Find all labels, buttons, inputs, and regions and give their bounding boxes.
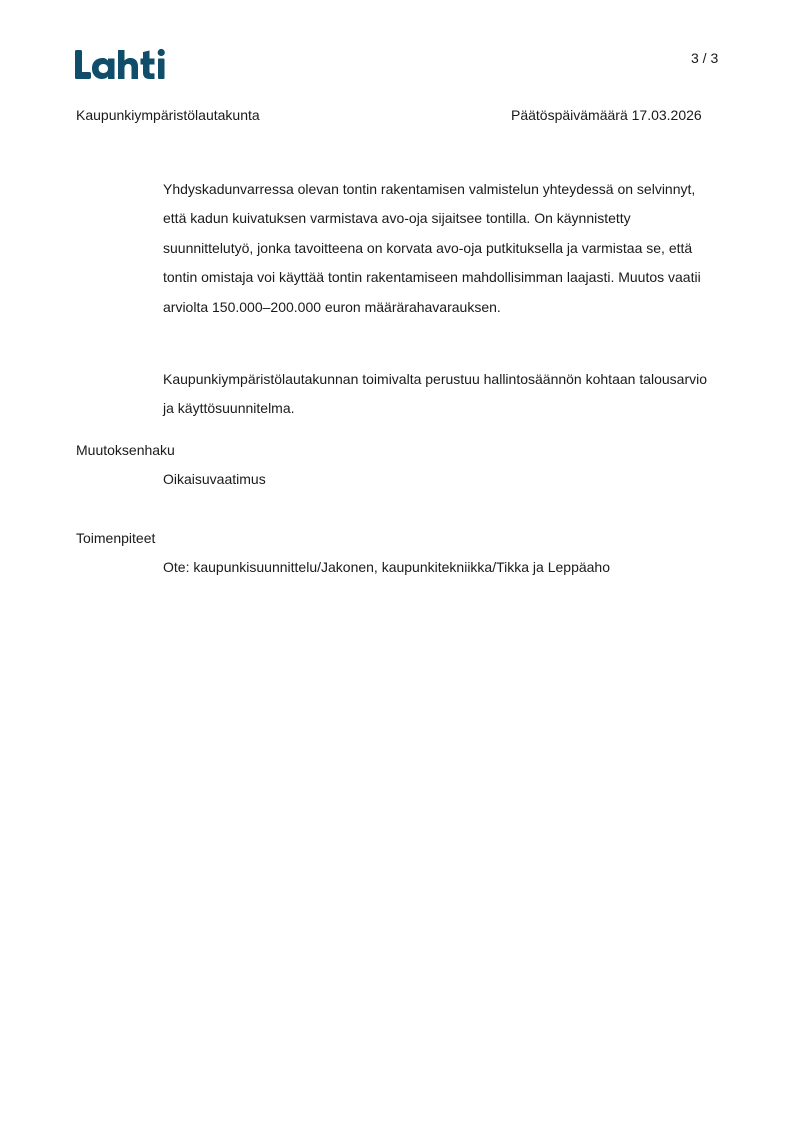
body-paragraph: Kaupunkiympäristölautakunnan toimivalta perustuu hallintosäännön kohtaan talousarvio ja käyttösuunnitelma. bbox=[163, 371, 708, 417]
lahti-logo bbox=[75, 46, 167, 82]
appeal-heading: Muutoksenhaku bbox=[76, 442, 175, 458]
committee-name: Kaupunkiympäristölautakunta bbox=[76, 107, 260, 123]
page-number: 3 / 3 bbox=[691, 50, 719, 66]
appeal-text: Oikaisuvaatimus bbox=[163, 471, 266, 487]
decision-date: Päätöspäivämäärä 17.03.2026 bbox=[511, 107, 702, 123]
body-paragraph: Yhdyskadunvarressa olevan tontin rakentamisen valmistelun yhteydessä on selvinnyt, että kadun kuivatuksen varmistava avo-oja sijaitsee tontilla. On käynnistetty suunnittelutyö, jonka tavoitteena on korvata avo-oja putkituksella ja varmistaa se, että tontin omistaja voi käyttää tontin rakentamiseen mahdollisimman laajasti. Muutos vaatii arviolta 150.000–200.000 euron määrärahavarauksen. bbox=[163, 181, 701, 315]
actions-heading: Toimenpiteet bbox=[76, 530, 156, 546]
actions-text: Ote: kaupunkisuunnittelu/Jakonen, kaupunkitekniikka/Tikka ja Leppäaho bbox=[163, 559, 610, 575]
